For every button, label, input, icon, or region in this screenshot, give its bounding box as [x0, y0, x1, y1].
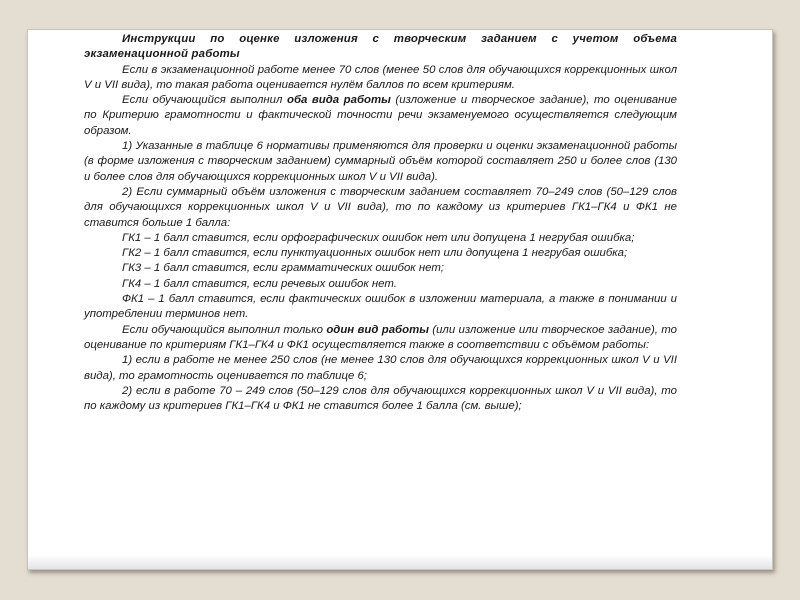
paragraph-text: Если обучающийся выполнил только — [122, 323, 327, 336]
paragraph-rule-2 — [84, 185, 677, 231]
paragraph-text: ГК2 – 1 балл ставится, если пунктуационных ошибок нет или допущена 1 негрубая ошибка; — [122, 247, 628, 260]
paragraph-text: ГК3 – 1 балл ставится, если грамматических ошибок нет; — [122, 262, 444, 275]
slide — [27, 29, 773, 570]
paragraph-text: 1) если в работе не менее 250 слов (не менее 130 слов для обучающихся коррекционных школ V и VII вида), то грамотность оценивается по таблице 6; — [84, 354, 677, 382]
paragraph-text: Если в экзаменационной работе менее 70 слов (менее 50 слов для обучающихся коррекционных школ V и VII вида), то такая работа оценивается нулём баллов по всем критериям. — [84, 63, 677, 91]
document-title: Инструкции по оценке изложения с творческим заданием с учетом объема экзаменационной работы — [84, 33, 677, 61]
criterion-gk1 — [84, 231, 677, 246]
paragraph-text: ГК4 – 1 балл ставится, если речевых ошибок нет. — [122, 277, 397, 290]
paragraph-text: ФК1 – 1 балл ставится, если фактических ошибок в изложении материала, а также в понимании и употреблении терминов нет. — [84, 293, 677, 321]
paragraph-rule-1 — [84, 139, 677, 185]
paragraph-text: 2) Если суммарный объём изложения с творческим заданием составляет 70–249 слов (50–129 слов для обучающихся коррекционных школ V и VII вида), то по каждому из критериев ГК1–ГК4 и ФК1 не ставится больше 1 балла: — [84, 185, 677, 229]
paragraph-bold-text: оба вида работы — [287, 94, 391, 107]
paragraph-one-work-rule-1 — [84, 353, 677, 384]
paragraph-text: ГК1 – 1 балл ставится, если орфографических ошибок нет или допущена 1 негрубая ошибка; — [122, 231, 635, 244]
paragraph-both-works — [84, 93, 677, 139]
paragraph-text: 2) если в работе 70 – 249 слов (50–129 слов для обучающихся коррекционных школ V и VII вида), то по каждому из критериев ГК1–ГК4 и ФК1 не ставится более 1 балла (см. выше); — [84, 384, 677, 413]
paragraph-text: Если обучающийся выполнил — [122, 94, 287, 107]
criterion-gk4 — [84, 277, 677, 292]
criterion-fk1 — [84, 292, 677, 323]
slide-text-body — [84, 32, 677, 414]
paragraph-bold-text: один вид работы — [326, 323, 429, 336]
criterion-gk3 — [84, 261, 677, 276]
paragraph-text: (изложение и творческое задание), то оценивание по Критерию грамотности и фактической точности речи экзаменуемого осуществляется следующим образом. — [84, 94, 677, 137]
paragraph-one-work-rule-2 — [84, 384, 677, 415]
paragraph-text: 1) Указанные в таблице 6 нормативы применяются для проверки и оценки экзаменационной работы (в форме изложения с творческим заданием) суммарный объём которой составляет 250 и более слов (130 и более слов для обучающихся коррекционных школ V и VII вида). — [84, 140, 677, 183]
paragraph-one-work — [84, 323, 677, 354]
paragraph-text: (или изложение или творческое задание), то оценивание по критериям ГК1–ГК4 и ФК1 осуществляется также в соответствии с объёмом работы: — [84, 323, 677, 351]
paragraph-min-volume — [84, 63, 677, 94]
criterion-gk2 — [84, 246, 677, 261]
